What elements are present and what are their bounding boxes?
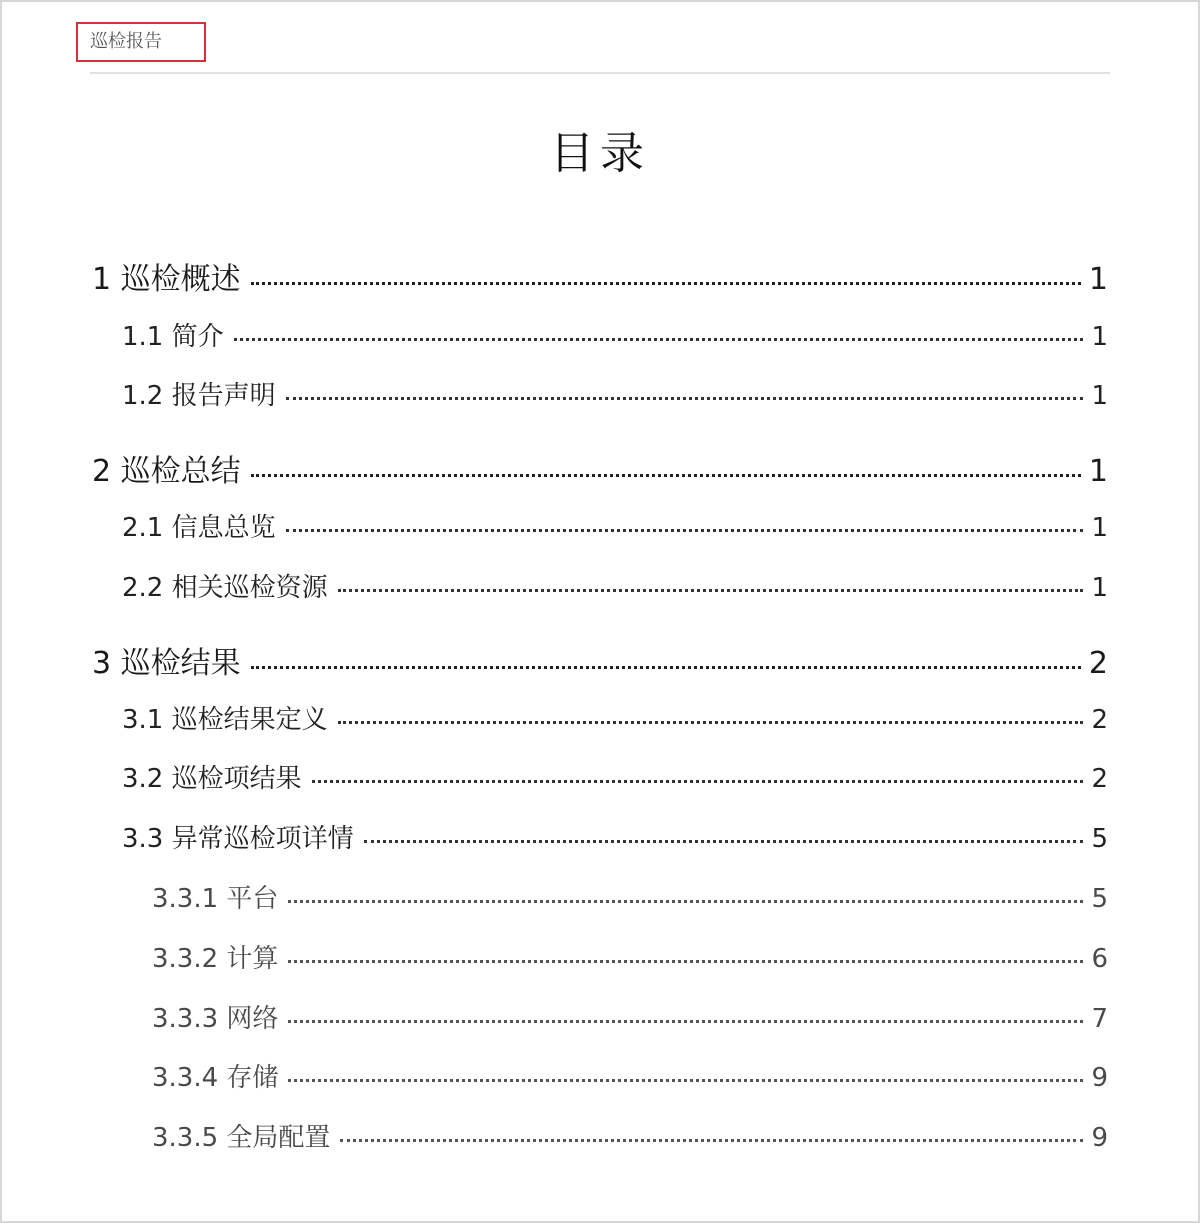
toc-dot-leader	[288, 900, 1083, 903]
toc-dot-leader	[251, 666, 1081, 669]
toc-dot-leader	[288, 960, 1083, 963]
toc-dot-leader	[288, 1079, 1083, 1082]
toc-entry-3-3-1[interactable]	[152, 878, 1108, 915]
toc-page-number: 5	[1091, 824, 1108, 854]
toc-entry-text: 1.1 简介	[122, 322, 224, 352]
toc-dot-leader	[338, 589, 1084, 592]
toc-entry-text: 2.2 相关巡检资源	[122, 573, 328, 603]
toc-dot-leader	[340, 1139, 1083, 1142]
toc-page-number: 2	[1091, 705, 1108, 735]
toc-page-number: 9	[1091, 1063, 1108, 1093]
toc-page-number: 1	[1091, 513, 1108, 543]
toc-page-number: 7	[1091, 1004, 1108, 1034]
toc-page-number: 2	[1088, 646, 1108, 681]
toc-dot-leader	[288, 1020, 1083, 1023]
toc-page-number: 1	[1091, 573, 1108, 603]
toc-entry-3-3[interactable]	[122, 818, 1108, 855]
toc-entry-text: 3 巡检结果	[92, 646, 241, 681]
toc-entry-3-3-4[interactable]	[152, 1057, 1108, 1094]
toc-entry-text: 2.1 信息总览	[122, 513, 276, 543]
toc-dot-leader	[234, 338, 1084, 341]
toc-entry-1-2[interactable]	[122, 375, 1108, 412]
toc-entry-text: 3.3.4 存储	[152, 1063, 279, 1093]
toc-page-number: 6	[1091, 944, 1108, 974]
toc-entry-text: 3.3.1 平台	[152, 884, 279, 914]
toc-list	[2, 2, 1198, 1221]
toc-entry-text: 3.1 巡检结果定义	[122, 705, 328, 735]
toc-dot-leader	[286, 529, 1084, 532]
toc-entry-3-1[interactable]	[122, 699, 1108, 736]
toc-dot-leader	[251, 474, 1081, 477]
toc-dot-leader	[251, 282, 1081, 285]
toc-dot-leader	[312, 780, 1084, 783]
report-header-label: 巡检报告	[76, 22, 206, 62]
toc-entry-1[interactable]	[92, 254, 1108, 298]
toc-entry-text: 3.3.2 计算	[152, 944, 279, 974]
toc-page-number: 5	[1091, 884, 1108, 914]
toc-entry-text: 1.2 报告声明	[122, 381, 276, 411]
toc-entry-3[interactable]	[92, 638, 1108, 682]
toc-page-number: 1	[1091, 322, 1108, 352]
toc-entry-text: 3.3 异常巡检项详情	[122, 824, 354, 854]
toc-dot-leader	[338, 721, 1084, 724]
toc-page-number: 1	[1088, 454, 1108, 489]
toc-page-number: 1	[1088, 262, 1108, 297]
toc-page-number: 2	[1091, 764, 1108, 794]
toc-dot-leader	[364, 840, 1084, 843]
toc-entry-text: 3.3.5 全局配置	[152, 1123, 331, 1153]
toc-page-number: 1	[1091, 381, 1108, 411]
toc-entry-2[interactable]	[92, 446, 1108, 490]
toc-title: 目录	[550, 128, 650, 179]
toc-page-number: 9	[1091, 1123, 1108, 1153]
toc-entry-text: 2 巡检总结	[92, 454, 241, 489]
toc-entry-2-1[interactable]	[122, 507, 1108, 544]
toc-dot-leader	[286, 397, 1084, 400]
toc-entry-3-3-3[interactable]	[152, 998, 1108, 1035]
toc-entry-3-3-2[interactable]	[152, 938, 1108, 975]
toc-entry-text: 1 巡检概述	[92, 262, 241, 297]
toc-entry-1-1[interactable]	[122, 316, 1108, 353]
toc-entry-3-2[interactable]	[122, 758, 1108, 795]
toc-entry-2-2[interactable]	[122, 567, 1108, 604]
toc-entry-text: 3.2 巡检项结果	[122, 764, 302, 794]
toc-entry-3-3-5[interactable]	[152, 1117, 1108, 1154]
toc-entry-text: 3.3.3 网络	[152, 1004, 279, 1034]
